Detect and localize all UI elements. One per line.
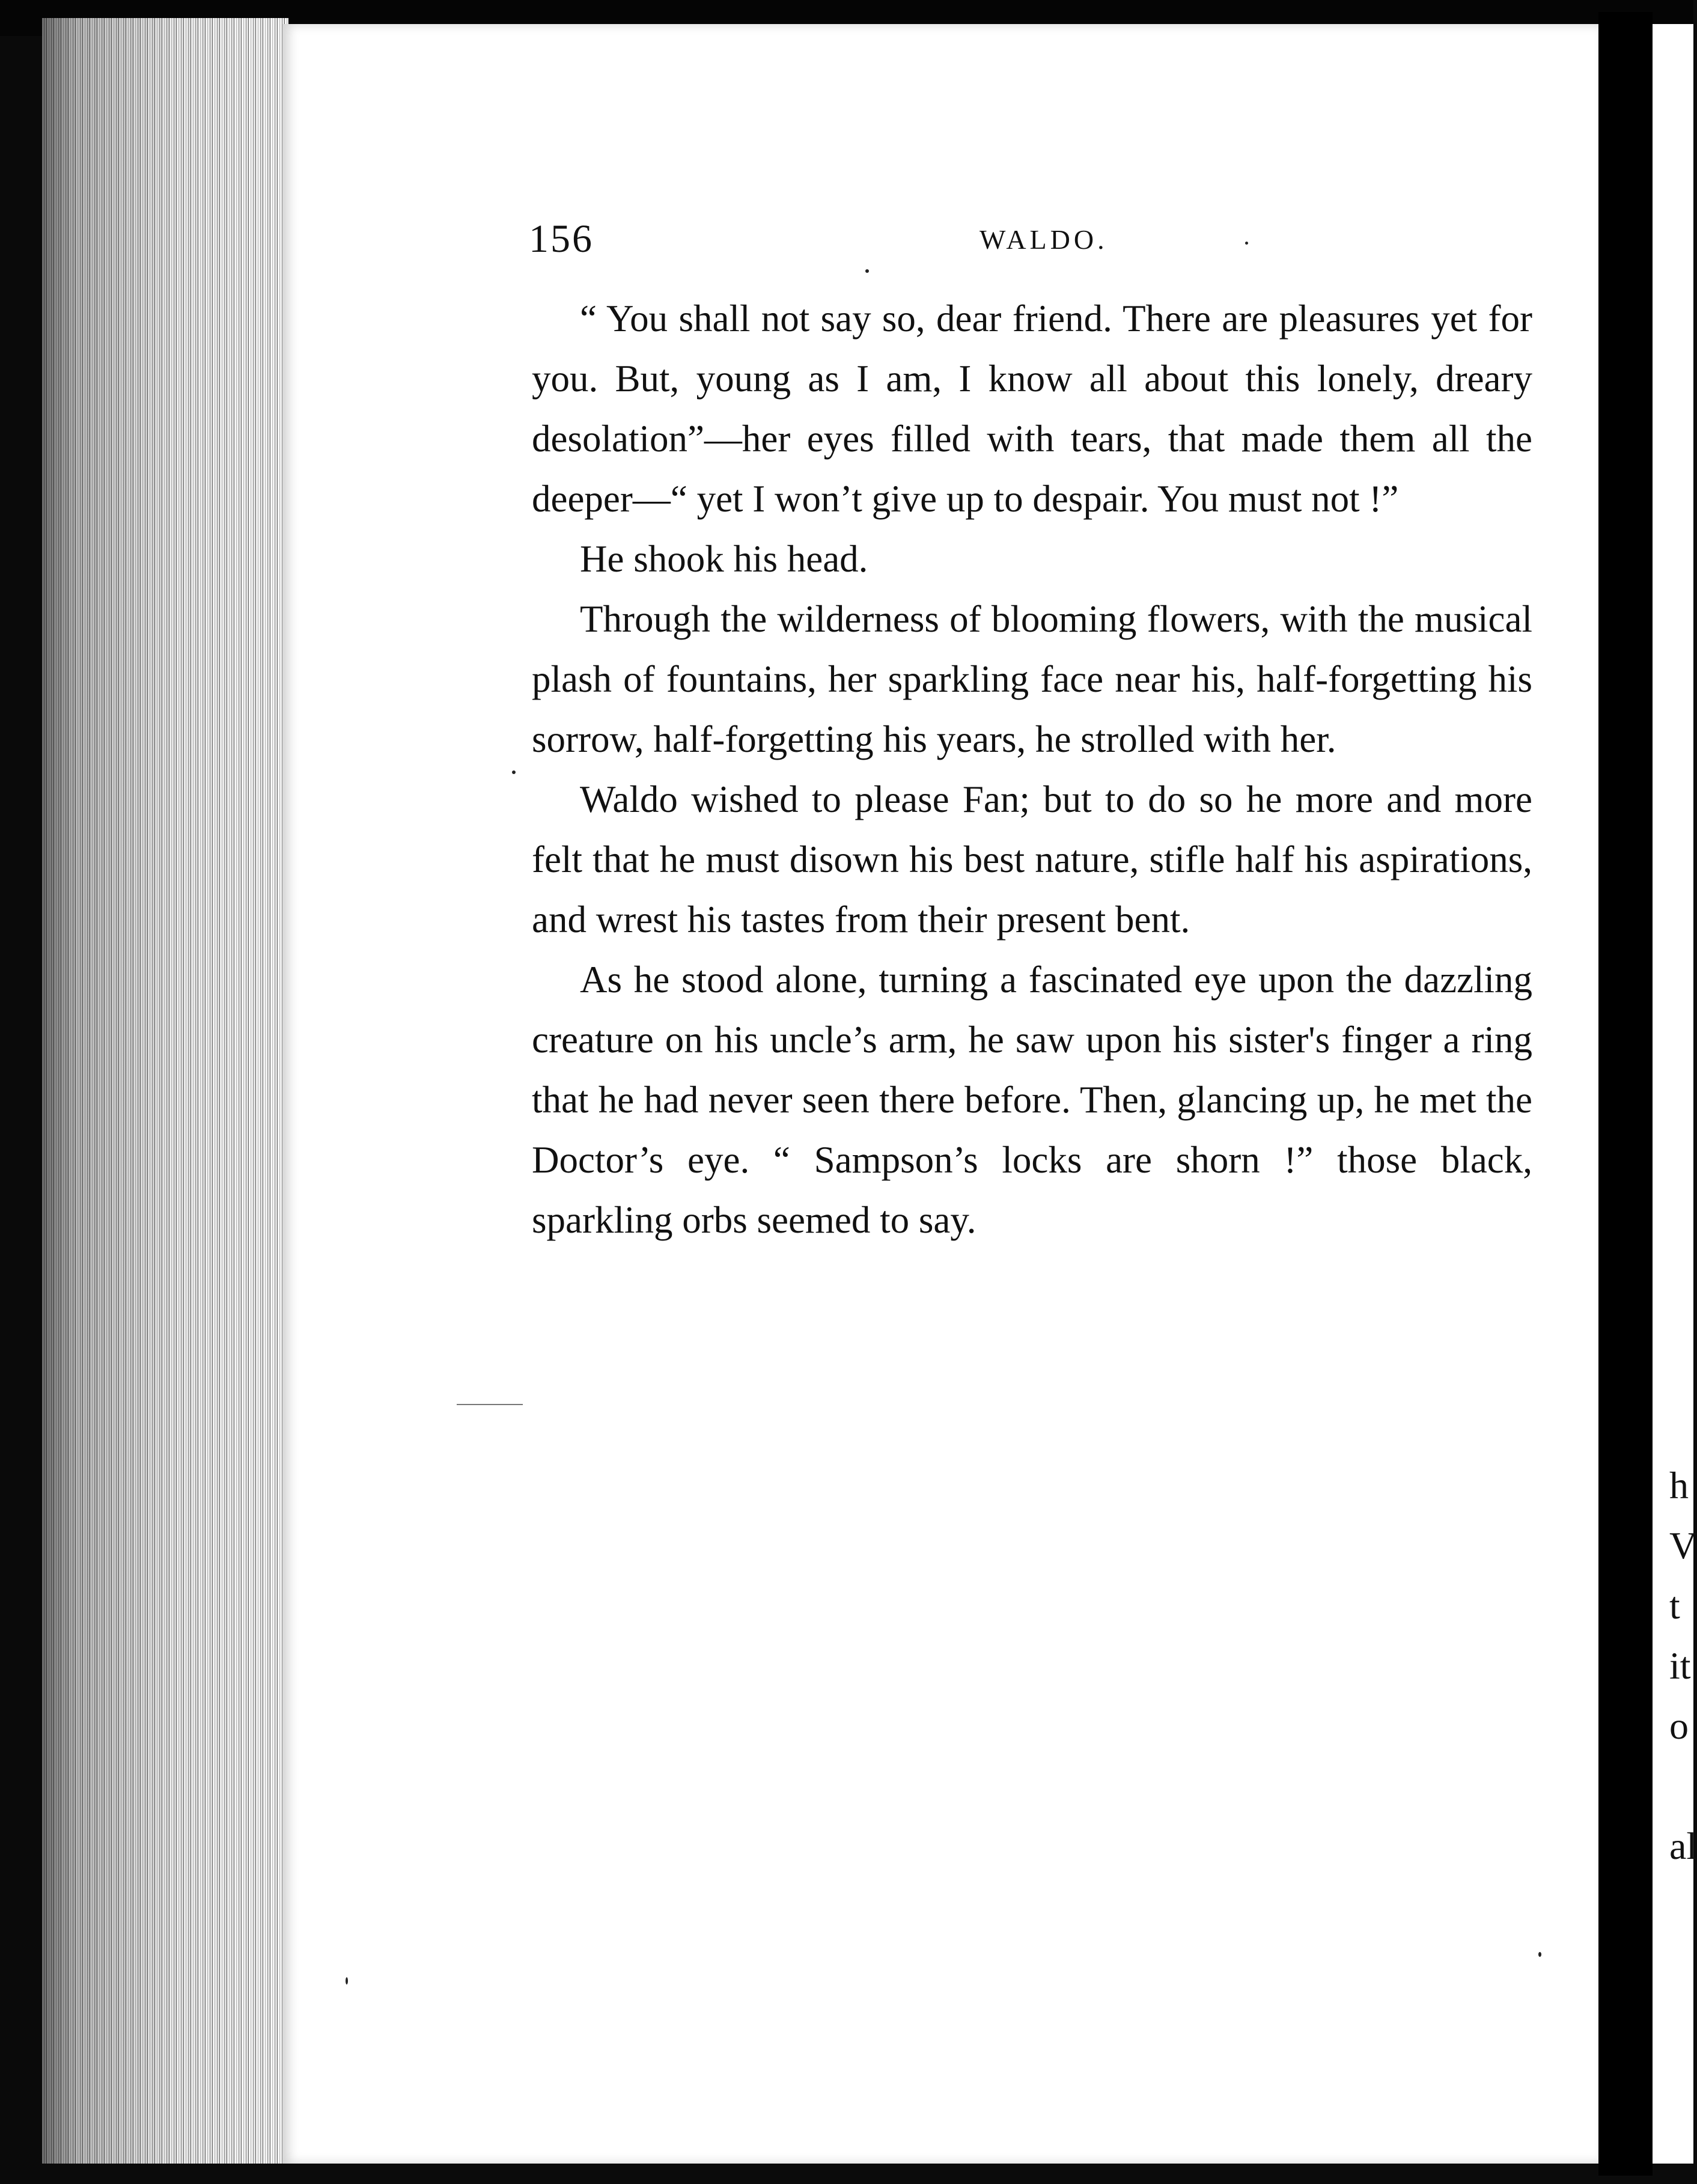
facing-page-fragment: h [1669,1464,1689,1507]
body-text [532,288,1532,1250]
facing-page-fragment: t [1669,1584,1680,1627]
facing-page-fragment: V [1669,1524,1697,1567]
scan-speck [1245,242,1248,245]
margin-mark [457,1404,523,1405]
scan-speck [865,269,869,273]
facing-page-fragment: o [1669,1704,1689,1747]
scan-speck [1538,1952,1541,1957]
facing-page-fragment: al [1669,1825,1697,1867]
scan-speck [346,1977,348,1984]
page-edges-shadow [42,18,288,2164]
facing-page-fragment: it [1669,1644,1691,1687]
running-head [529,216,1544,270]
paragraph: Waldo wished to please Fan; but to do so he more and more felt that he must disown his best nature, stifle half his aspirations, and wrest his tastes from their present bent. [532,778,1532,941]
running-title: WALDO. [980,224,1108,255]
paragraph: Through the wilderness of blooming flowers, with the musical plash of fountains, her sparkling face near his, half-forgetting his sorrow, half-forgetting his years, he strolled with her. [532,598,1532,760]
scan-speck [512,770,516,774]
paragraph: “ You shall not say so, dear friend. There are pleasures yet for you. But, young as I am, I know all about this lonely, dreary desolation”—her eyes filled with tears, that made them all the deeper—“ yet I won’t give up to despair. You must not !” [532,297,1532,520]
page-number: 156 [529,217,594,261]
paragraph: As he stood alone, turning a fascinated eye upon the dazzling creature on his uncle’s arm, he saw upon his sister's finger a ring that he had never seen there before. Then, glancing up, he met the Doctor’s eye. “ Sampson’s locks are shorn !” those black, sparkling orbs seemed to say. [532,959,1532,1241]
book-gutter [1598,12,1653,2176]
paragraph: He shook his head. [580,538,868,580]
